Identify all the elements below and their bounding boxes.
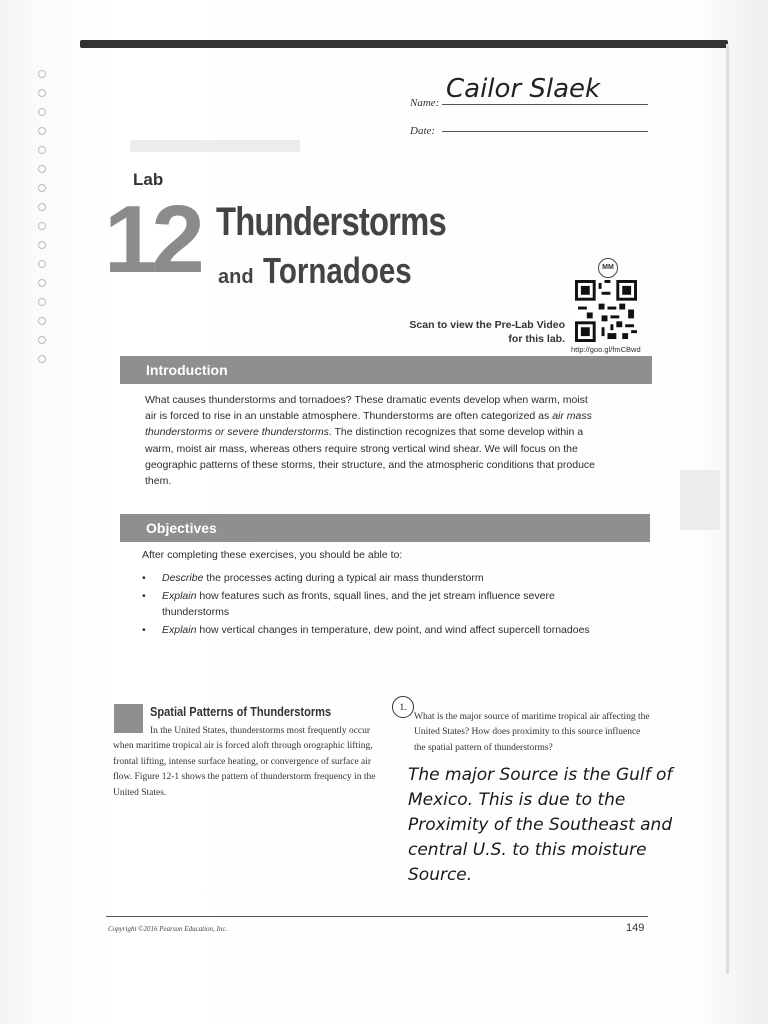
- page-number: 149: [626, 922, 645, 934]
- lab-title-line2: Tornadoes: [263, 250, 412, 291]
- handwritten-answer[interactable]: The major Source is the Gulf of Mexico. This is due to the Proximity of the Southeast and central U.S. to this moisture Source.: [408, 765, 673, 885]
- name-label: Name:: [410, 97, 440, 109]
- introduction-text: What causes thunderstorms and tornadoes? These dramatic events develop when warm, moist air is forced to rise in an unstable atmosphere. Thunderstorms are often categorized as air mass thunderstorms or severe thunderstorms. The distinction recognizes that some develop within a warm, moist air mass, whereas others require strong vertical wind shear. We will focus on the geographic patterns of these storms, their structure, and the atmospheric conditions that produce them.: [145, 394, 595, 488]
- qr-code-icon: [575, 280, 637, 342]
- lab-label: Lab: [133, 170, 164, 189]
- footer-rule: [106, 916, 648, 917]
- objectives-list: [140, 570, 610, 640]
- mastering-badge: MM: [598, 258, 618, 278]
- objective-item: • Describe the processes acting during a typical air mass thunderstorm: [142, 572, 484, 584]
- date-line: [442, 131, 648, 132]
- spiral-binding: [38, 70, 50, 370]
- bleed-through-mark: [680, 470, 720, 530]
- qr-url[interactable]: http://goo.gl/fmCBwd: [571, 345, 641, 354]
- name-handwritten: Cailor Slaek: [446, 74, 601, 104]
- spatial-patterns-heading: Spatial Patterns of Thunderstorms: [150, 704, 332, 719]
- scan-instructions: Scan to view the Pre-Lab Video for this lab.: [409, 319, 565, 345]
- copyright-text: Copyright ©2016 Pearson Education, Inc.: [108, 925, 228, 933]
- introduction-heading-bar: [120, 356, 652, 384]
- spatial-patterns-text: In the United States, thunderstorms most frequently occur when maritime tropical air is forced aloft through orographic lifting, frontal lifting, intense surface heating, or convergence of surface air flow. Figure 12-1 shows the pattern of thunderstorm frequency in the United States.: [113, 726, 376, 798]
- bleed-through-mark: [130, 140, 300, 152]
- scan-right-edge: [726, 44, 729, 974]
- lab-title-and: and: [218, 266, 254, 288]
- question-text: What is the major source of maritime tropical air affecting the United States? How does proximity to this source influence the spatial pattern of thunderstorms?: [414, 712, 650, 753]
- objectives-intro: After completing these exercises, you should be able to:: [142, 549, 403, 561]
- objective-item: • Explain how vertical changes in temperature, dew point, and wind affect supercell tornadoes: [142, 624, 590, 636]
- scan-top-edge: [80, 40, 728, 48]
- date-label: Date:: [410, 125, 436, 137]
- objectives-heading: Objectives: [146, 520, 217, 536]
- introduction-heading: Introduction: [146, 362, 228, 378]
- lab-title-line1: Thunderstorms: [216, 200, 446, 244]
- question-number-circle: 1.: [392, 696, 414, 718]
- lab-number: 12: [104, 186, 199, 293]
- name-line: [442, 104, 648, 105]
- objective-item: • Explain how features such as fronts, squall lines, and the jet stream influence severe thunderstorms: [142, 590, 555, 618]
- objectives-heading-bar: [120, 514, 650, 542]
